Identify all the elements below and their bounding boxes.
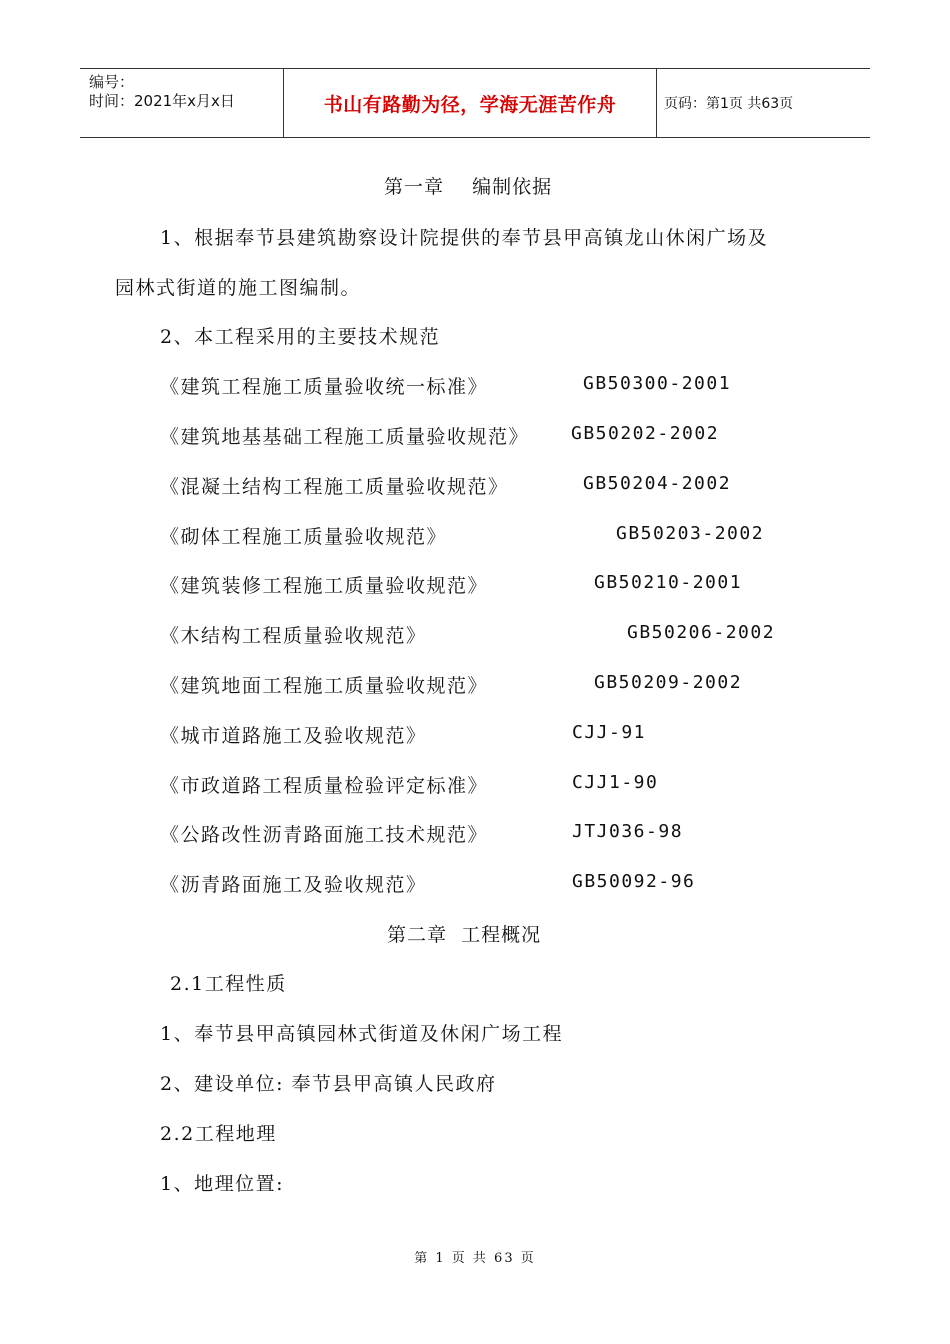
- standard-code: GB50206-2002: [627, 622, 776, 643]
- paragraph-2: 2、本工程采用的主要技术规范: [160, 326, 441, 348]
- header-meta: [80, 69, 283, 137]
- standard-name: 《市政道路工程质量检验评定标准》: [160, 775, 489, 797]
- paragraph-1-line-2: 园林式街道的施工图编制。: [115, 277, 362, 299]
- standard-code: JTJ036-98: [572, 821, 684, 842]
- standard-code: GB50202-2002: [571, 423, 720, 444]
- standard-code: CJJ1-90: [572, 772, 659, 793]
- project-nature-item: 1、奉节县甲高镇园林式街道及休闲广场工程: [160, 1023, 564, 1045]
- header-page-info: 页码：第1页 共63页: [664, 96, 794, 112]
- paragraph-1-line-1: 1、根据奉节县建筑勘察设计院提供的奉节县甲高镇龙山休闲广场及: [160, 227, 769, 249]
- owner-item: 2、建设单位: 奉节县甲高镇人民政府: [160, 1073, 497, 1095]
- standard-name: 《混凝土结构工程施工质量验收规范》: [160, 476, 509, 498]
- location-item: 1、地理位置:: [160, 1173, 284, 1195]
- standard-name: 《建筑地基基础工程施工质量验收规范》: [160, 426, 530, 448]
- chapter2-title: 第二章 工程概况: [387, 924, 542, 946]
- standard-code: GB50209-2002: [594, 672, 743, 693]
- section-2-1: 2.1工程性质: [170, 973, 287, 995]
- standard-code: CJJ-91: [572, 722, 647, 743]
- standard-name: 《建筑工程施工质量验收统一标准》: [160, 376, 489, 398]
- time-label: 时间：2021年x月x日: [89, 92, 235, 110]
- page-header: [80, 68, 870, 138]
- standard-code: GB50204-2002: [583, 473, 732, 494]
- standard-code: GB50203-2002: [616, 523, 765, 544]
- section-2-2: 2.2工程地理: [160, 1123, 277, 1145]
- page-footer: 第 1 页 共 63 页: [414, 1251, 536, 1266]
- standard-name: 《建筑装修工程施工质量验收规范》: [160, 575, 489, 597]
- standard-name: 《建筑地面工程施工质量验收规范》: [160, 675, 489, 697]
- number-label: 编号：: [89, 73, 135, 91]
- standard-name: 《砌体工程施工质量验收规范》: [160, 526, 448, 548]
- chapter1-title: 第一章 编制依据: [384, 176, 553, 198]
- standard-name: 《木结构工程质量验收规范》: [160, 625, 427, 647]
- standard-code: GB50300-2001: [583, 373, 732, 394]
- standard-name: 《公路改性沥青路面施工技术规范》: [160, 824, 489, 846]
- standard-name: 《城市道路施工及验收规范》: [160, 725, 427, 747]
- standard-name: 《沥青路面施工及验收规范》: [160, 874, 427, 896]
- header-motto: 书山有路勤为径，学海无涯苦作舟: [283, 69, 657, 137]
- standard-code: GB50210-2001: [594, 572, 743, 593]
- standard-code: GB50092-96: [572, 871, 696, 892]
